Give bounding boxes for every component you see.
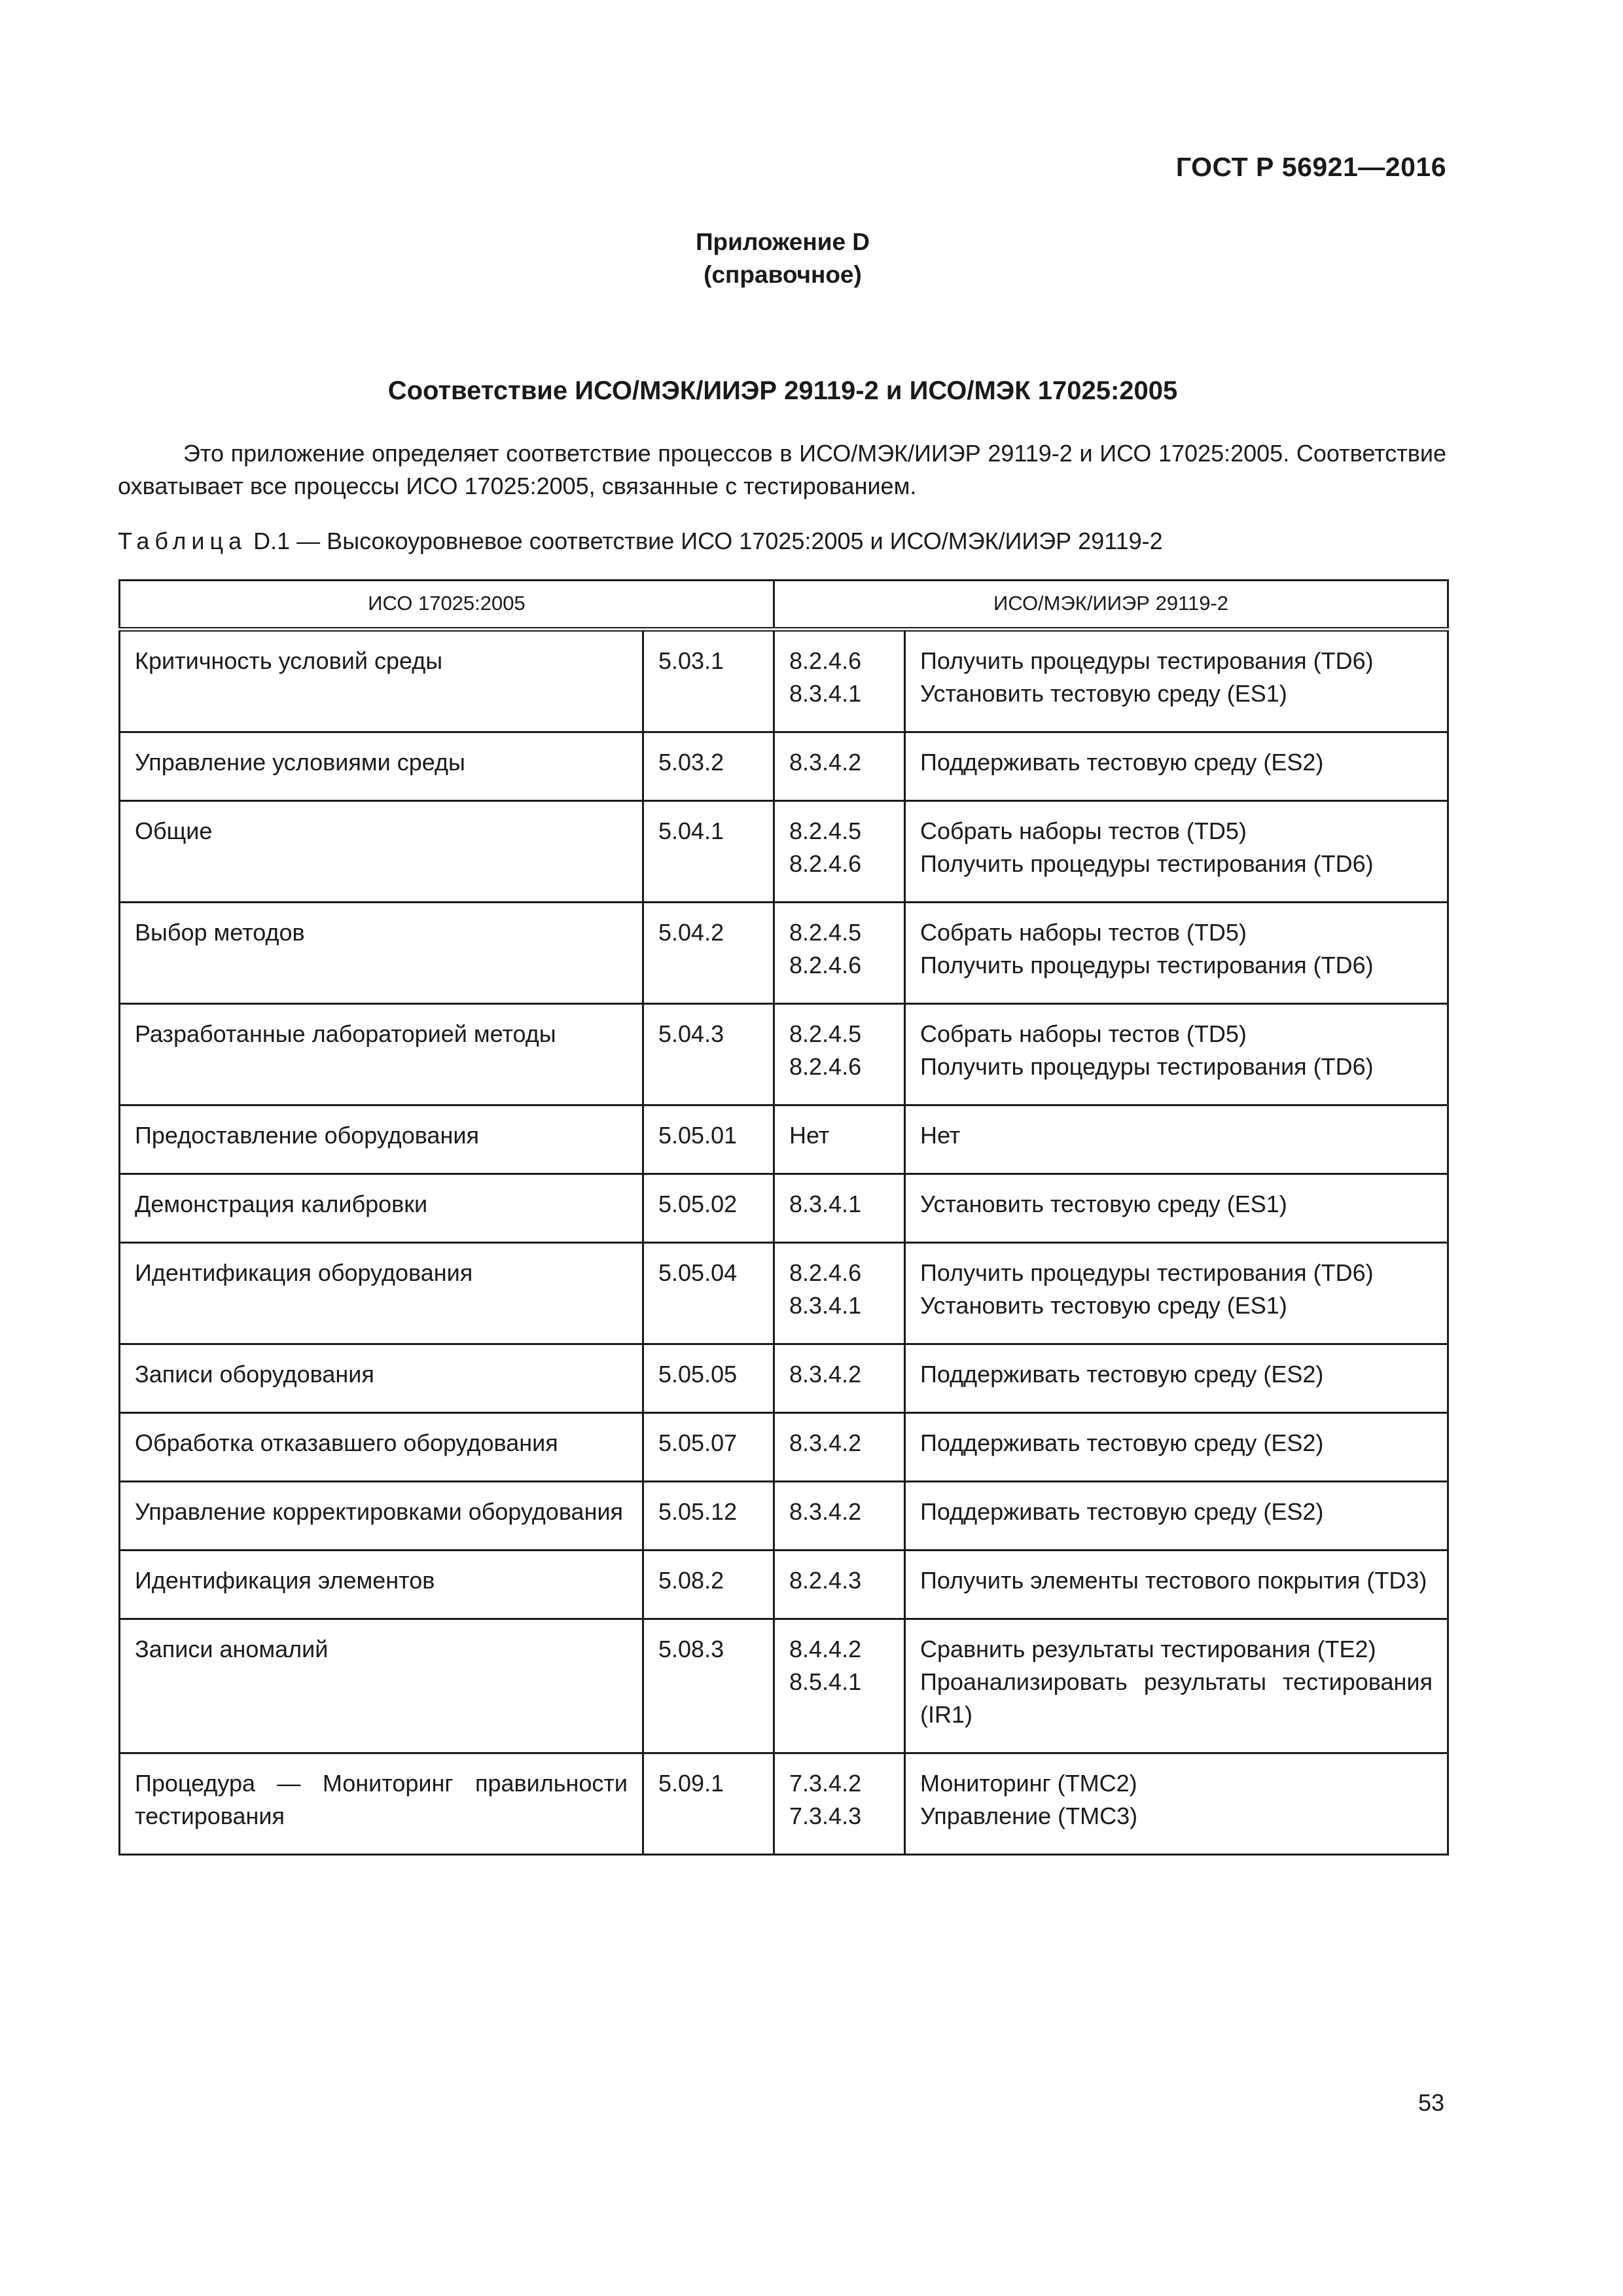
requirement-name: Записи оборудования <box>120 1344 643 1413</box>
process-list <box>905 732 1448 801</box>
clause-ref: 8.2.4.5 <box>789 1020 862 1047</box>
header-iso17025: ИСО 17025:2005 <box>120 581 774 630</box>
table-row <box>120 630 1448 732</box>
correspondence-table <box>118 579 1449 1856</box>
table-row <box>120 732 1448 801</box>
process-name: Установить тестовую среду (ES1) <box>920 1191 1287 1217</box>
process-list <box>905 1174 1448 1243</box>
table-row <box>120 1619 1448 1753</box>
process-list <box>905 1482 1448 1551</box>
annex-type: (справочное) <box>704 261 862 288</box>
requirement-code: 5.04.1 <box>643 801 774 903</box>
requirement-name: Записи аномалий <box>120 1619 643 1753</box>
requirement-code: 5.08.2 <box>643 1551 774 1619</box>
requirement-code: 5.04.3 <box>643 1004 774 1105</box>
requirement-code: 5.09.1 <box>643 1753 774 1855</box>
clause-ref: 8.3.4.2 <box>789 1361 862 1388</box>
table-row <box>120 801 1448 903</box>
process-list <box>905 630 1448 732</box>
requirement-code: 5.05.02 <box>643 1174 774 1243</box>
clause-ref: 8.2.4.6 <box>789 647 862 674</box>
requirement-name: Управление условиями среды <box>120 732 643 801</box>
requirement-code: 5.04.2 <box>643 903 774 1004</box>
table-row <box>120 1174 1448 1243</box>
requirement-code: 5.05.04 <box>643 1243 774 1344</box>
process-list <box>905 1551 1448 1619</box>
clause-refs <box>774 1344 905 1413</box>
process-list <box>905 1413 1448 1482</box>
process-list <box>905 1243 1448 1344</box>
clause-refs <box>774 1413 905 1482</box>
table-row <box>120 1413 1448 1482</box>
clause-ref: 8.2.4.5 <box>789 919 862 946</box>
process-name: Поддерживать тестовую среду (ES2) <box>920 1498 1324 1525</box>
table-caption-text: D.1 — Высокоуровневое соответствие ИСО 17025:2005 и ИСО/МЭК/ИИЭР 29119-2 <box>247 528 1163 554</box>
requirement-code: 5.05.01 <box>643 1105 774 1174</box>
process-name: Получить процедуры тестирования (TD6) <box>920 1259 1374 1286</box>
clause-refs <box>774 1105 905 1174</box>
process-name: Установить тестовую среду (ES1) <box>920 1292 1287 1319</box>
clause-ref: 8.3.4.1 <box>789 1191 862 1217</box>
clause-ref: 8.2.4.5 <box>789 817 862 844</box>
clause-ref: 7.3.4.2 <box>789 1770 862 1797</box>
table-row <box>120 1482 1448 1551</box>
process-name: Мониторинг (TMC2) <box>920 1770 1137 1797</box>
requirement-name: Процедура — Мониторинг правильности тестирования <box>120 1753 643 1855</box>
table-header-row <box>120 581 1448 630</box>
clause-refs <box>774 1482 905 1551</box>
requirement-name: Выбор методов <box>120 903 643 1004</box>
process-name: Собрать наборы тестов (TD5) <box>920 919 1247 946</box>
process-name: Управление (TMC3) <box>920 1803 1138 1829</box>
annex-label <box>0 226 1565 291</box>
process-list <box>905 1344 1448 1413</box>
clause-ref: 8.4.4.2 <box>789 1636 862 1662</box>
table-row <box>120 1243 1448 1344</box>
table-row <box>120 1004 1448 1105</box>
clause-ref: 8.3.4.2 <box>789 1429 862 1456</box>
requirement-name: Разработанные лабораторией методы <box>120 1004 643 1105</box>
clause-refs <box>774 801 905 903</box>
table-caption <box>118 528 1163 555</box>
standard-id: ГОСТ Р 56921—2016 <box>1175 152 1446 182</box>
clause-refs <box>774 630 905 732</box>
annex-heading: Соответствие ИСО/МЭК/ИИЭР 29119-2 и ИСО/МЭК 17025:2005 <box>387 376 1178 405</box>
table-body <box>120 630 1448 1855</box>
clause-ref: 8.2.4.6 <box>789 1053 862 1080</box>
clause-ref: 8.3.4.2 <box>789 1498 862 1525</box>
process-list <box>905 903 1448 1004</box>
requirement-name: Управление корректировками оборудования <box>120 1482 643 1551</box>
requirement-name: Обработка отказавшего оборудования <box>120 1413 643 1482</box>
table-row <box>120 1753 1448 1855</box>
clause-ref: 8.2.4.6 <box>789 952 862 978</box>
clause-ref: 8.3.4.1 <box>789 680 862 707</box>
process-list <box>905 1105 1448 1174</box>
process-name: Поддерживать тестовую среду (ES2) <box>920 749 1324 776</box>
process-name: Поддерживать тестовую среду (ES2) <box>920 1429 1324 1456</box>
table-caption-label: Таблица <box>118 528 247 554</box>
clause-refs <box>774 1004 905 1105</box>
process-name: Получить процедуры тестирования (TD6) <box>920 1053 1374 1080</box>
requirement-name: Демонстрация калибровки <box>120 1174 643 1243</box>
process-list <box>905 1753 1448 1855</box>
header-iso29119: ИСО/МЭК/ИИЭР 29119-2 <box>774 581 1448 630</box>
process-name: Собрать наборы тестов (TD5) <box>920 817 1247 844</box>
clause-refs <box>774 1174 905 1243</box>
requirement-code: 5.05.05 <box>643 1344 774 1413</box>
requirement-code: 5.08.3 <box>643 1619 774 1753</box>
process-name: Получить процедуры тестирования (TD6) <box>920 647 1374 674</box>
process-name: Нет <box>920 1122 961 1149</box>
clause-ref: 8.2.4.6 <box>789 1259 862 1286</box>
process-list <box>905 801 1448 903</box>
table-row <box>120 1551 1448 1619</box>
requirement-name: Критичность условий среды <box>120 630 643 732</box>
process-name: Получить процедуры тестирования (TD6) <box>920 850 1374 877</box>
clause-ref: Нет <box>789 1122 830 1149</box>
page-number: 53 <box>1418 2089 1444 2116</box>
requirement-name: Идентификация оборудования <box>120 1243 643 1344</box>
clause-refs <box>774 903 905 1004</box>
clause-refs <box>774 1753 905 1855</box>
process-list <box>905 1004 1448 1105</box>
table-row <box>120 903 1448 1004</box>
intro-paragraph: Это приложение определяет соответствие процессов в ИСО/МЭК/ИИЭР 29119-2 и ИСО 17025:2005. Соответствие охватывает все процессы ИСО 17025:2005, связанные с тестированием. <box>118 440 1446 499</box>
clause-ref: 8.3.4.2 <box>789 749 862 776</box>
clause-ref: 8.3.4.1 <box>789 1292 862 1319</box>
clause-refs <box>774 732 905 801</box>
process-name: Установить тестовую среду (ES1) <box>920 680 1287 707</box>
requirement-code: 5.03.1 <box>643 630 774 732</box>
requirement-code: 5.05.07 <box>643 1413 774 1482</box>
requirement-name: Общие <box>120 801 643 903</box>
process-list <box>905 1619 1448 1753</box>
requirement-code: 5.03.2 <box>643 732 774 801</box>
table-row <box>120 1105 1448 1174</box>
process-name: Поддерживать тестовую среду (ES2) <box>920 1361 1324 1388</box>
process-name: Собрать наборы тестов (TD5) <box>920 1020 1247 1047</box>
clause-ref: 8.2.4.3 <box>789 1567 862 1594</box>
clause-refs <box>774 1551 905 1619</box>
requirement-name: Идентификация элементов <box>120 1551 643 1619</box>
annex-title: Приложение D <box>695 228 870 255</box>
process-name: Проанализировать результаты тестирования (IR1) <box>920 1668 1433 1728</box>
table-row <box>120 1344 1448 1413</box>
clause-ref: 7.3.4.3 <box>789 1803 862 1829</box>
requirement-name: Предоставление оборудования <box>120 1105 643 1174</box>
process-name: Получить процедуры тестирования (TD6) <box>920 952 1374 978</box>
clause-refs <box>774 1619 905 1753</box>
clause-ref: 8.2.4.6 <box>789 850 862 877</box>
clause-refs <box>774 1243 905 1344</box>
clause-ref: 8.5.4.1 <box>789 1668 862 1695</box>
process-name: Получить элементы тестового покрытия (TD3) <box>920 1567 1427 1594</box>
process-name: Сравнить результаты тестирования (TE2) <box>920 1636 1376 1662</box>
requirement-code: 5.05.12 <box>643 1482 774 1551</box>
